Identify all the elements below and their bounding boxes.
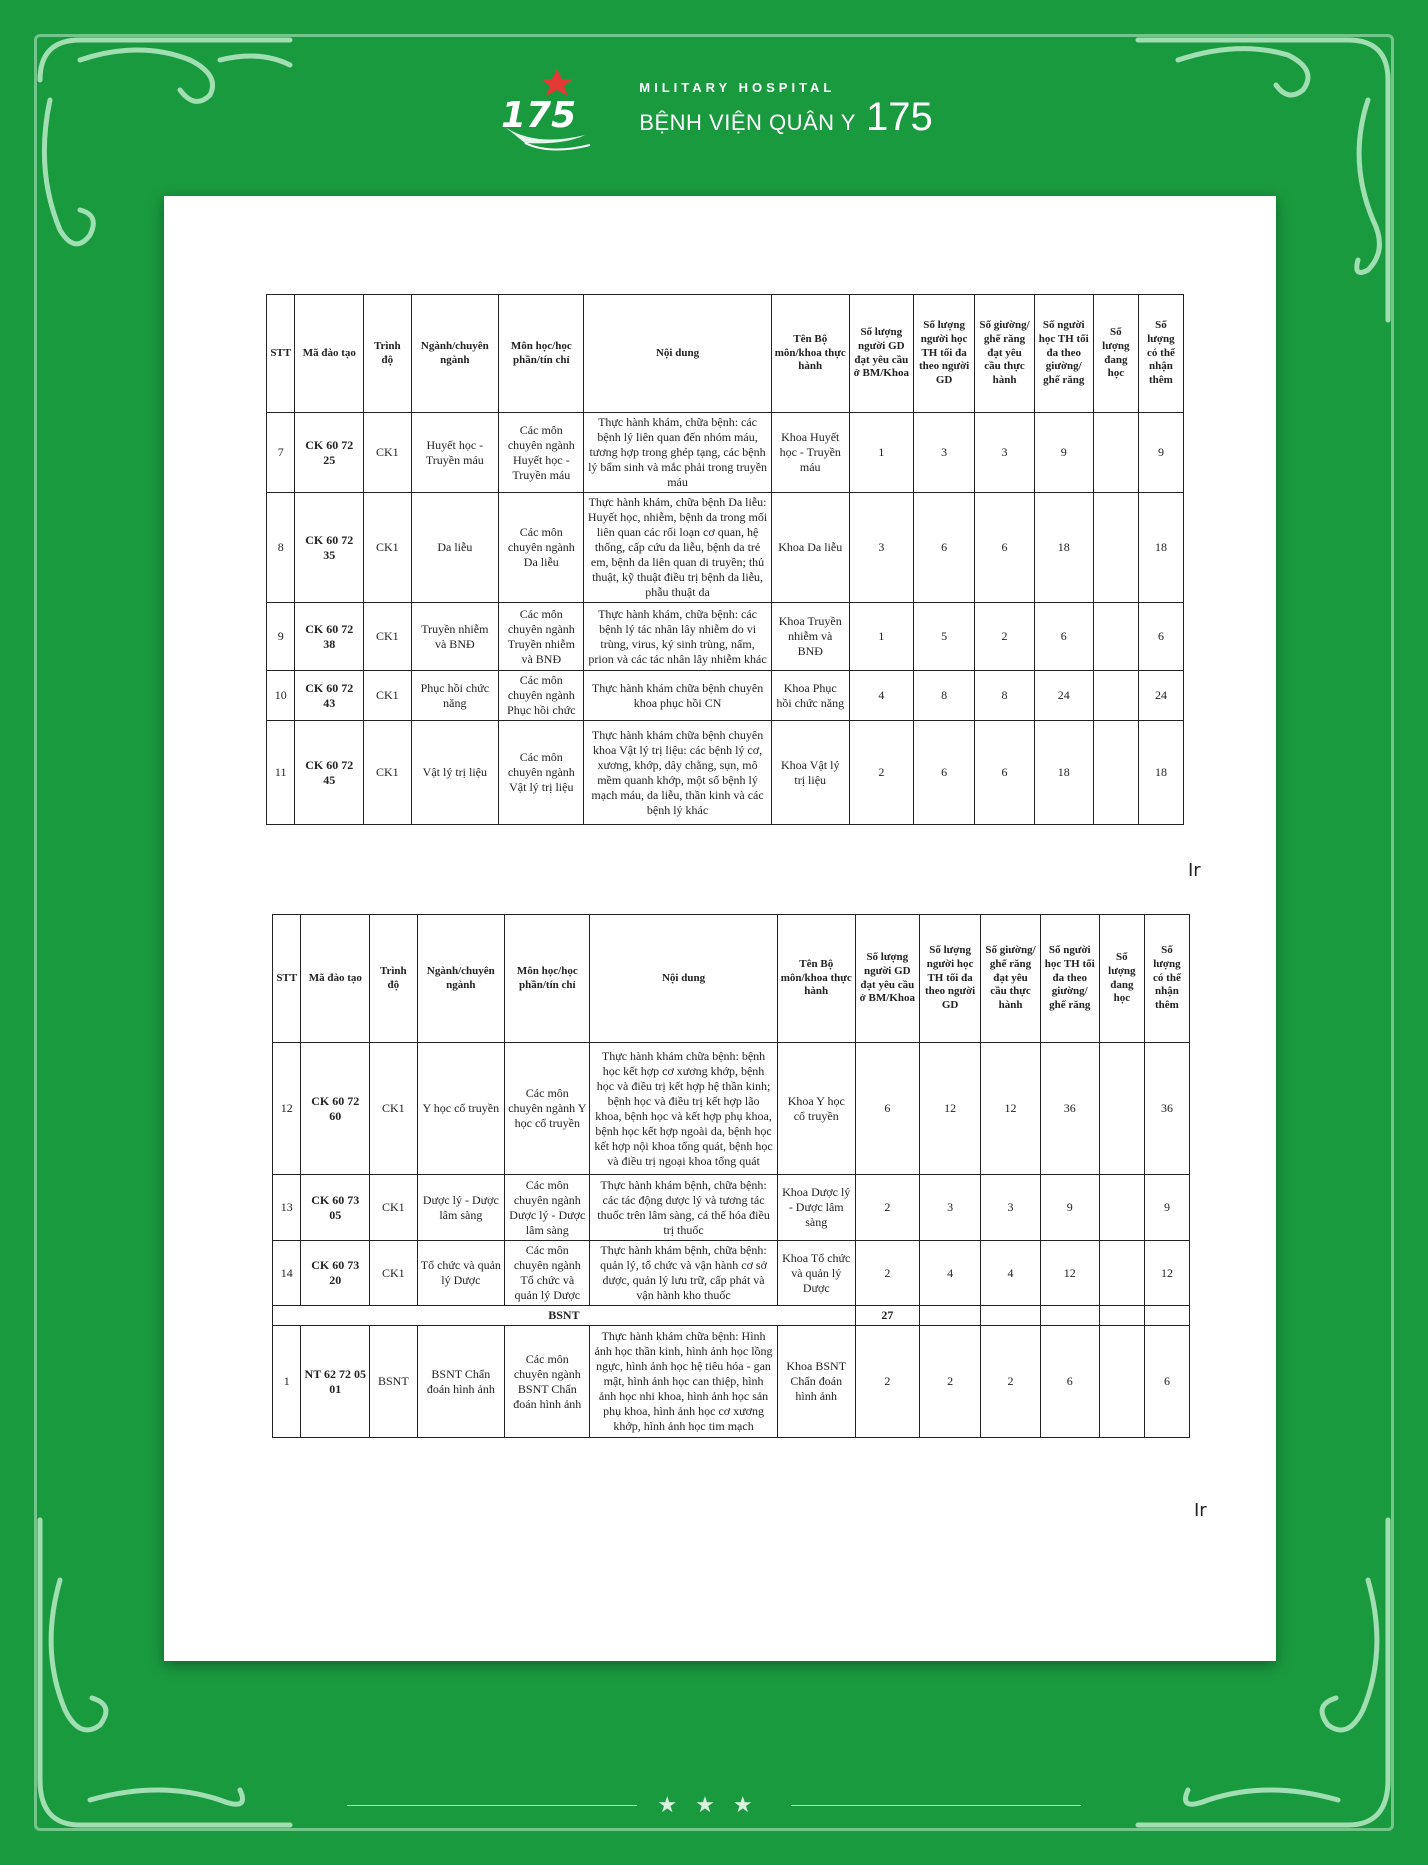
cell-beds: 3 <box>981 1175 1040 1241</box>
cell-major: Phục hồi chức năng <box>411 671 499 721</box>
header-cell: STT <box>273 915 301 1043</box>
cell-level: CK1 <box>364 603 411 671</box>
cell-max-by-teacher: 6 <box>913 493 975 603</box>
cell-stt: 13 <box>273 1175 301 1241</box>
cell-level: CK1 <box>364 493 411 603</box>
cell-code: CK 60 73 05 <box>301 1175 370 1241</box>
header-cell: Số lượng người GD đạt yêu cầu ở BM/Khoa <box>855 915 919 1043</box>
cell-major: Y học cổ truyền <box>417 1043 505 1175</box>
cell-subject: Các môn chuyên ngành BSNT Chẩn đoán hình ảnh <box>505 1326 590 1438</box>
cell-dept: Khoa Truyền nhiễm và BNĐ <box>771 603 849 671</box>
cell-level: CK1 <box>370 1241 417 1306</box>
cell-code: CK 60 72 35 <box>295 493 364 603</box>
cell-subject: Các môn chuyên ngành Phục hồi chức <box>499 671 584 721</box>
cell-beds: 6 <box>975 493 1034 603</box>
header-cell: Mã đào tạo <box>301 915 370 1043</box>
cell-beds: 4 <box>981 1241 1040 1306</box>
cell-studying <box>1093 413 1138 493</box>
cell-content: Thực hành khám, chữa bệnh: các bệnh lý liên quan đến nhóm máu, tương hợp trong ghép tạng, các bệnh lý bẩm sinh và mắc phải trong truyền máu <box>584 413 771 493</box>
cell-content: Thực hành khám chữa bệnh: bệnh học kết hợp cơ xương khớp, bệnh học và điều trị kết hợp hệ thần kinh; bệnh học và điều trị kết hợp lão khoa, bệnh học và kết hợp phụ khoa, bệnh học kết hợp ngoài da, bệnh học kết hợp nội khoa tổng quát, bệnh học và điều trị ngoại khoa tổng quát <box>590 1043 777 1175</box>
table-row <box>273 1043 1190 1175</box>
cell-dept: Khoa BSNT Chẩn đoán hình ảnh <box>777 1326 855 1438</box>
cell-stt: 12 <box>273 1043 301 1175</box>
cell-level: CK1 <box>370 1175 417 1241</box>
cell-stt: 11 <box>267 721 295 825</box>
cell-content: Thực hành khám bệnh, chữa bệnh: các tác động dược lý và tương tác thuốc trên lâm sàng, cá thể hóa điều trị thuốc <box>590 1175 777 1241</box>
cell-beds: 12 <box>981 1043 1040 1175</box>
header-cell: Số lượng đang học <box>1099 915 1144 1043</box>
cell-max-by-bed: 12 <box>1040 1241 1099 1306</box>
cell-content: Thực hành khám chữa bệnh: Hình ảnh học thần kinh, hình ảnh học lồng ngực, hình ảnh học hệ tiêu hóa - gan mật, hình ảnh học can thiệp, hình ảnh học nhi khoa, hình ảnh học sản phụ khoa, hình ảnh học cơ xương khớp, hình ảnh học tim mạch <box>590 1326 777 1438</box>
cell-subject: Các môn chuyên ngành Truyền nhiễm và BNĐ <box>499 603 584 671</box>
cell-teachers: 4 <box>849 671 913 721</box>
cell-code: NT 62 72 05 01 <box>301 1326 370 1438</box>
header-cell: Nội dung <box>584 295 771 413</box>
table-header-row <box>267 295 1184 413</box>
cell-major: Truyền nhiễm và BNĐ <box>411 603 499 671</box>
star-icons: ★★★ <box>657 1792 771 1818</box>
header-cell: Số giường/ ghế răng đạt yêu cầu thực hành <box>981 915 1040 1043</box>
cell-dept: Khoa Da liễu <box>771 493 849 603</box>
header-cell: Ngành/chuyên ngành <box>411 295 499 413</box>
header-cell: Trình độ <box>364 295 411 413</box>
brand-name: BỆNH VIỆN QUÂN Y <box>639 110 856 135</box>
cell-max-by-bed: 9 <box>1034 413 1093 493</box>
table2-body <box>273 1043 1190 1306</box>
header-cell: Số lượng có thể nhận thêm <box>1138 295 1183 413</box>
cell-teachers: 6 <box>855 1043 919 1175</box>
header-cell: Môn học/học phần/tín chỉ <box>499 295 584 413</box>
cell-beds: 2 <box>975 603 1034 671</box>
cell-subject: Các môn chuyên ngành Tổ chức và quản lý Dược <box>505 1241 590 1306</box>
cell-stt: 14 <box>273 1241 301 1306</box>
cell-max-by-teacher: 3 <box>913 413 975 493</box>
header-cell: Trình độ <box>370 915 417 1043</box>
table-row <box>267 721 1184 825</box>
cell-max-by-bed: 24 <box>1034 671 1093 721</box>
header-cell: Số lượng người học TH tối đa theo người GD <box>913 295 975 413</box>
cell-major: Dược lý - Dược lâm sàng <box>417 1175 505 1241</box>
cell-major: Da liễu <box>411 493 499 603</box>
cell-content: Thực hành khám chữa bệnh chuyên khoa Vật lý trị liệu: các bệnh lý cơ, xương, khớp, dây chằng, sụn, mô mềm quanh khớp, một số bệnh lý mạch máu, da liễu, thần kinh và các bệnh lý khác <box>584 721 771 825</box>
table-row <box>267 413 1184 493</box>
cell-can-accept: 6 <box>1144 1326 1189 1438</box>
header-cell: Số lượng đang học <box>1093 295 1138 413</box>
cell-code: CK 60 72 38 <box>295 603 364 671</box>
table-header-row <box>273 915 1190 1043</box>
cell-max-by-teacher: 5 <box>913 603 975 671</box>
cell-dept: Khoa Phục hồi chức năng <box>771 671 849 721</box>
cell-subject: Các môn chuyên ngành Y học cổ truyền <box>505 1043 590 1175</box>
cell-code: CK 60 72 25 <box>295 413 364 493</box>
table-row <box>273 1326 1190 1438</box>
table1-body <box>267 413 1184 825</box>
cell-stt: 7 <box>267 413 295 493</box>
bsnt-section <box>273 1306 1190 1326</box>
cell-studying <box>1093 721 1138 825</box>
cell-subject: Các môn chuyên ngành Da liễu <box>499 493 584 603</box>
section-total: 27 <box>855 1306 919 1326</box>
section-label: BSNT <box>273 1306 856 1326</box>
header-cell: Số người học TH tối đa theo giường/ ghế răng <box>1040 915 1099 1043</box>
cell-stt: 8 <box>267 493 295 603</box>
cell-subject: Các môn chuyên ngành Huyết học - Truyền máu <box>499 413 584 493</box>
header-cell: STT <box>267 295 295 413</box>
cell-beds: 8 <box>975 671 1034 721</box>
cell-studying <box>1099 1326 1144 1438</box>
cell-content: Thực hành khám, chữa bệnh Da liễu: Huyết học, nhiễm, bệnh da trong mối liên quan các rối loạn cơ quan, hệ thống, cấp cứu da liễu, bệnh da trẻ em, bệnh da liên quan di truyền; thủ thuật, kỹ thuật điều trị bệnh da liễu, phẫu thuật da <box>584 493 771 603</box>
cell-can-accept: 24 <box>1138 671 1183 721</box>
cell-level: CK1 <box>364 721 411 825</box>
cell-can-accept: 9 <box>1144 1175 1189 1241</box>
table-row <box>267 603 1184 671</box>
header-cell: Nội dung <box>590 915 777 1043</box>
cell-beds: 2 <box>981 1326 1040 1438</box>
cell-code: CK 60 72 45 <box>295 721 364 825</box>
cell-studying <box>1099 1043 1144 1175</box>
table-row <box>267 671 1184 721</box>
cell-max-by-teacher: 3 <box>919 1175 981 1241</box>
table-row <box>267 493 1184 603</box>
cell-content: Thực hành khám chữa bệnh chuyên khoa phục hồi CN <box>584 671 771 721</box>
bsnt-body <box>273 1326 1190 1438</box>
cell-code: CK 60 72 43 <box>295 671 364 721</box>
cell-studying <box>1099 1175 1144 1241</box>
cell-max-by-teacher: 4 <box>919 1241 981 1306</box>
cell-major: Huyết học - Truyền máu <box>411 413 499 493</box>
cell-major: BSNT Chẩn đoán hình ảnh <box>417 1326 505 1438</box>
header-cell: Số lượng có thể nhận thêm <box>1144 915 1189 1043</box>
cell-max-by-bed: 18 <box>1034 721 1093 825</box>
cell-content: Thực hành khám, chữa bệnh: các bệnh lý tác nhân lây nhiễm do vi trùng, virus, ký sinh trùng, nấm, prion và các tác nhân lây nhiễm khác <box>584 603 771 671</box>
cell-stt: 9 <box>267 603 295 671</box>
cell-content: Thực hành khám bệnh, chữa bệnh: quản lý, tổ chức và vận hành cơ sở dược, quản lý lưu trữ, cấp phát và vận hành kho thuốc <box>590 1241 777 1306</box>
document-page <box>164 196 1276 1661</box>
cell-can-accept: 9 <box>1138 413 1183 493</box>
cell-can-accept: 12 <box>1144 1241 1189 1306</box>
cell-stt: 10 <box>267 671 295 721</box>
training-table-2 <box>272 914 1190 1438</box>
cell-beds: 6 <box>975 721 1034 825</box>
cell-can-accept: 6 <box>1138 603 1183 671</box>
header-cell: Số lượng người học TH tối đa theo người GD <box>919 915 981 1043</box>
initial-mark: Ir <box>1194 1500 1207 1521</box>
cell-max-by-teacher: 6 <box>913 721 975 825</box>
hospital-logo-icon <box>495 65 625 155</box>
header-cell: Tên Bộ môn/khoa thực hành <box>777 915 855 1043</box>
cell-code: CK 60 73 20 <box>301 1241 370 1306</box>
table-row <box>273 1175 1190 1241</box>
header-cell: Tên Bộ môn/khoa thực hành <box>771 295 849 413</box>
cell-level: BSNT <box>370 1326 417 1438</box>
logo-text: 175 <box>501 95 577 136</box>
cell-level: CK1 <box>364 413 411 493</box>
cell-can-accept: 18 <box>1138 721 1183 825</box>
brand-tagline: MILITARY HOSPITAL <box>639 80 836 95</box>
brand-number: 175 <box>865 95 933 139</box>
cell-studying <box>1099 1241 1144 1306</box>
initial-mark: Ir <box>1188 860 1201 881</box>
header-cell: Số lượng người GD đạt yêu cầu ở BM/Khoa <box>849 295 913 413</box>
cell-studying <box>1093 671 1138 721</box>
header-cell: Ngành/chuyên ngành <box>417 915 505 1043</box>
table-row <box>273 1241 1190 1306</box>
cell-subject: Các môn chuyên ngành Vật lý trị liệu <box>499 721 584 825</box>
header-cell: Số giường/ ghế răng đạt yêu cầu thực hành <box>975 295 1034 413</box>
section-row <box>273 1306 1190 1326</box>
cell-dept: Khoa Dược lý - Dược lâm sàng <box>777 1175 855 1241</box>
cell-dept: Khoa Y học cổ truyền <box>777 1043 855 1175</box>
cell-teachers: 2 <box>855 1326 919 1438</box>
footer-divider <box>791 1805 1081 1806</box>
footer-divider <box>347 1805 637 1806</box>
cell-max-by-teacher: 2 <box>919 1326 981 1438</box>
cell-teachers: 1 <box>849 603 913 671</box>
cell-max-by-bed: 9 <box>1040 1175 1099 1241</box>
cell-code: CK 60 72 60 <box>301 1043 370 1175</box>
cell-teachers: 2 <box>855 1241 919 1306</box>
header-cell: Số người học TH tối đa theo giường/ ghế răng <box>1034 295 1093 413</box>
header-cell: Môn học/học phần/tín chỉ <box>505 915 590 1043</box>
cell-teachers: 2 <box>855 1175 919 1241</box>
cell-level: CK1 <box>364 671 411 721</box>
cell-max-by-bed: 36 <box>1040 1043 1099 1175</box>
cell-subject: Các môn chuyên ngành Dược lý - Dược lâm sàng <box>505 1175 590 1241</box>
cell-studying <box>1093 493 1138 603</box>
cell-teachers: 1 <box>849 413 913 493</box>
cell-major: Vật lý trị liệu <box>411 721 499 825</box>
cell-major: Tổ chức và quản lý Dược <box>417 1241 505 1306</box>
footer-decoration <box>0 1790 1428 1820</box>
cell-dept: Khoa Vật lý trị liệu <box>771 721 849 825</box>
cell-beds: 3 <box>975 413 1034 493</box>
cell-dept: Khoa Huyết học - Truyền máu <box>771 413 849 493</box>
cell-teachers: 2 <box>849 721 913 825</box>
cell-max-by-teacher: 8 <box>913 671 975 721</box>
hospital-header <box>0 60 1428 160</box>
cell-dept: Khoa Tổ chức và quản lý Dược <box>777 1241 855 1306</box>
cell-teachers: 3 <box>849 493 913 603</box>
cell-max-by-bed: 6 <box>1034 603 1093 671</box>
cell-max-by-bed: 18 <box>1034 493 1093 603</box>
header-cell: Mã đào tạo <box>295 295 364 413</box>
cell-max-by-bed: 6 <box>1040 1326 1099 1438</box>
training-table-1 <box>266 294 1184 825</box>
cell-stt: 1 <box>273 1326 301 1438</box>
cell-studying <box>1093 603 1138 671</box>
cell-level: CK1 <box>370 1043 417 1175</box>
cell-can-accept: 36 <box>1144 1043 1189 1175</box>
cell-can-accept: 18 <box>1138 493 1183 603</box>
brand-block <box>639 80 932 140</box>
cell-max-by-teacher: 12 <box>919 1043 981 1175</box>
